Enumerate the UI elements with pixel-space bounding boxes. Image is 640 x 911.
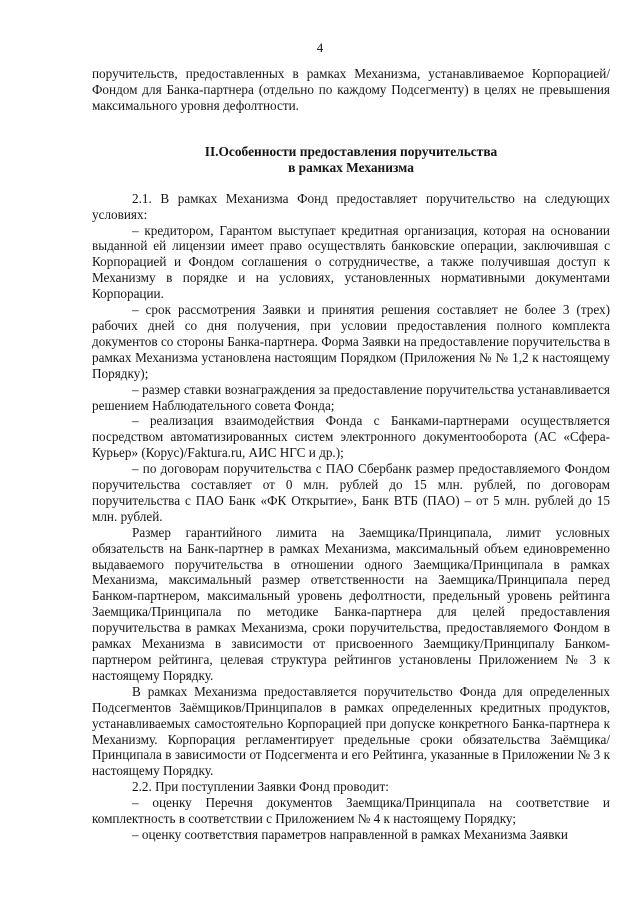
clause-2-1: 2.1. В рамках Механизма Фонд предоставляет поручительство на следующих условиях: [92,190,610,222]
spacer [92,129,610,144]
spacer [92,176,610,191]
clause-review-term: – срок рассмотрения Заявки и принятия решения составляет не более 3 (трех) рабочих дней со дня получения, при условии предоставления полного комплекта документов со стороны Банка-партнера. Форма Заявки на предоставление поручительства в рамках Механизма установлена настоящим Порядком (Приложения № № 1,2 к настоящему Порядку); [92,302,610,381]
section-heading-line2: в рамках Механизма [288,159,414,175]
intro-paragraph: поручительств, предоставленных в рамках Механизма, устанавливаемое Корпорацией/Фондом для Банка-партнера (отдельно по каждому Подсегменту) в целях не превышения максимального уровня дефолтности. [92,66,610,113]
clause-check-parameters: – оценку соответствия параметров направленной в рамках Механизма Заявки [132,826,568,842]
clause-fee-rate: – размер ставки вознаграждения за предоставление поручительства устанавливается решением Наблюдательного совета Фонда; [92,381,610,413]
spacer [92,114,610,129]
section-heading [92,144,610,176]
clause-edo: – реализация взаимодействия Фонда с Банками-партнерами осуществляется посредством автоматизированных систем электронного документооборота (АС «Сфера-Курьер» (Корус)/Faktura.ru, АИС НГС и др.); [92,413,610,461]
section-heading-line1: II.Особенности предоставления поручительства [204,143,498,159]
document-body [92,66,610,843]
clause-check-documents: – оценку Перечня документов Заемщика/Принципала на соответствие и комплектность в соответствии с Приложением № 4 к настоящему Порядку; [92,795,610,827]
clause-guarantee-amounts: – по договорам поручительства с ПАО Сбербанк размер предоставляемого Фондом поручительства составляет от 0 млн. рублей до 15 млн. рублей, по договорам поручительства с ПАО Банк «ФК Открытие», Банк ВТБ (ПАО) – от 5 млн. рублей до 15 млн. рублей. [92,461,610,524]
clause-guarantee-limit: Размер гарантийного лимита на Заемщика/Принципала, лимит условных обязательств на Банк-партнер в рамках Механизма, максимальный объем единовременно выдаваемого поручительства в отношении одного Заемщика/Принципала в рамках Механизма, максимальный размер ответственности на Заемщика/Принципала перед Банком-партнером, максимальный уровень дефолтности, предельный уровень рейтинга Заемщика/Принципала по методике Банка-партнера для целей предоставления поручительства в рамках Механизма, сроки поручительства, предоставляемого Фондом в рамках Механизма в зависимости от присвоенного Заемщику/Принципалу Банком-партнером рейтинга, целевая структура рейтингов установлены Приложением № 3 к настоящему Порядку. [92,524,610,683]
clause-2-2: 2.2. При поступлении Заявки Фонд проводит: [132,779,389,795]
clause-subsegments: В рамках Механизма предоставляется поручительство Фонда для определенных Подсегментов Заёмщиков/Принципалов в рамках определенных кредитных продуктов, устанавливаемых самостоятельно Корпорацией при допуске конкретного Банка-партнера к Механизму. Корпорация регламентирует предельные сроки обязательства Заёмщика/Принципала в зависимости от Подсегмента и его Рейтинга, указанные в Приложении № 3 к настоящему Порядку. [92,683,610,779]
page-number: 4 [316,40,324,55]
clause-creditor: – кредитором, Гарантом выступает кредитная организация, которая на основании выданной ей лицензии имеет право осуществлять банковские операции, заключившая с Корпорацией и Фондом соглашения о сотрудничестве, а также получившая доступ к Механизму в порядке и на условиях, установленных нормативными документами Корпорации. [92,222,610,302]
